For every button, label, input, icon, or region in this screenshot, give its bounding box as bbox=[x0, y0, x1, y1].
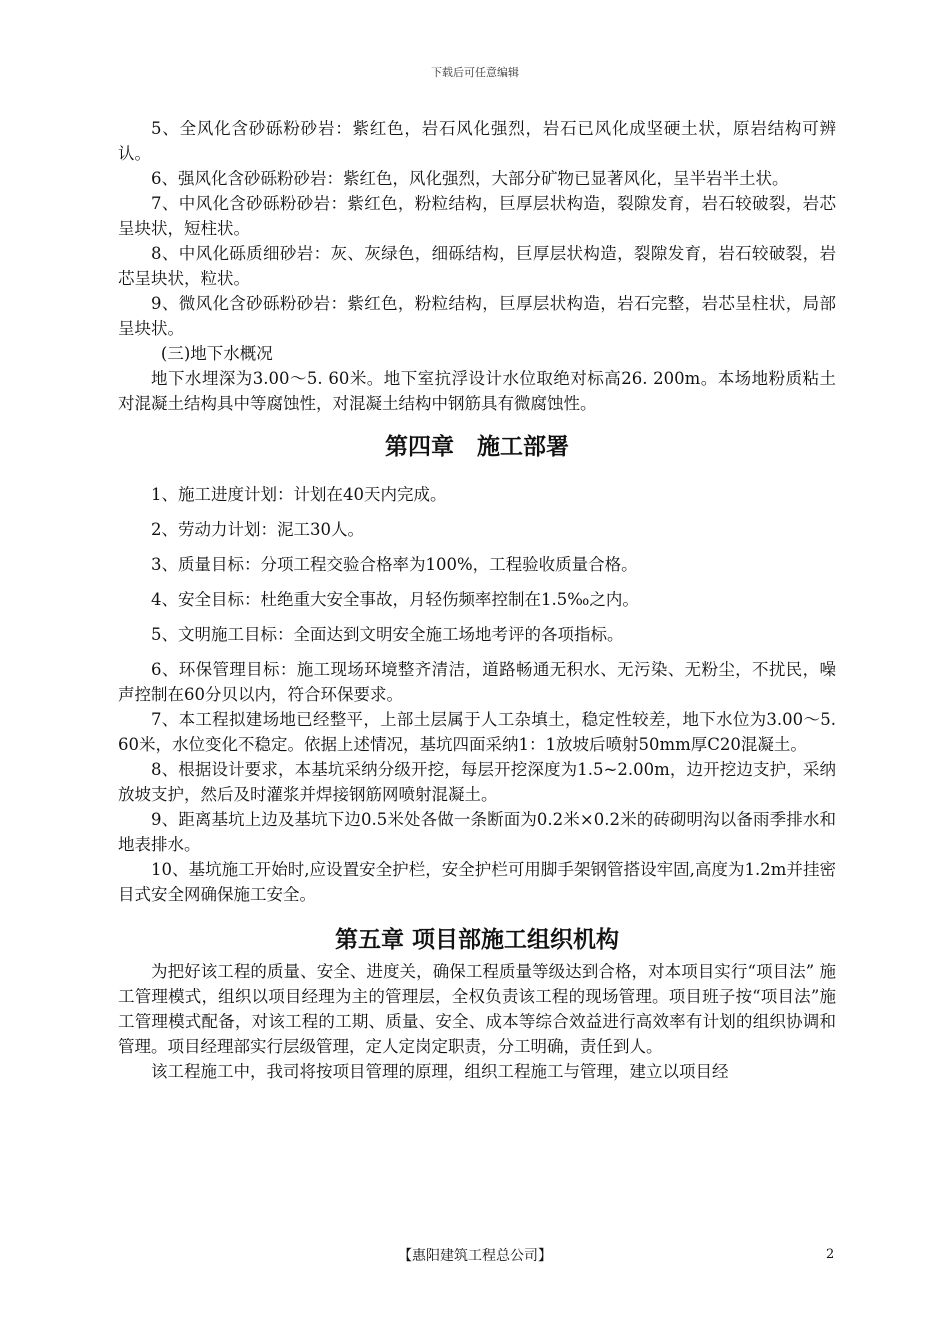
rock-layer-9: 9、微风化含砂砾粉砂岩：紫红色，粉粒结构，巨厚层状构造，岩石完整，岩芯呈柱状，局部呈块状。 bbox=[118, 294, 836, 338]
deployment-item-6: 6、环保管理目标：施工现场环境整齐清洁，道路畅通无积水、无污染、无粉尘，不扰民，噪声控制在60分贝以内，符合环保要求。 bbox=[118, 660, 836, 704]
deployment-item-5: 5、文明施工目标：全面达到文明安全施工场地考评的各项指标。 bbox=[151, 625, 624, 644]
deployment-item-2: 2、劳动力计划：泥工30人。 bbox=[151, 520, 364, 539]
chapter-4-list bbox=[118, 482, 836, 907]
chapter-4-title: 第四章 施工部署 bbox=[385, 433, 569, 460]
deployment-item-9: 9、距离基坑上边及基坑下边0.5米处各做一条断面为0.2米×0.2米的砖砌明沟以备雨季排水和地表排水。 bbox=[118, 810, 836, 854]
deployment-item-10: 10、基坑施工开始时,应设置安全护栏，安全护栏可用脚手架钢管搭设牢固,高度为1.2m并挂密目式安全网确保施工安全。 bbox=[118, 860, 836, 904]
chapter-5-title: 第五章 项目部施工组织机构 bbox=[334, 926, 619, 953]
rock-layer-8: 8、中风化砾质细砂岩：灰、灰绿色，细砾结构，巨厚层状构造，裂隙发育，岩石较破裂，岩芯呈块状，粒状。 bbox=[118, 244, 836, 288]
groundwater-heading: (三)地下水概况 bbox=[160, 344, 273, 363]
rock-layer-6: 6、强风化含砂砾粉砂岩：紫红色，风化强烈，大部分矿物已显著风化，呈半岩半土状。 bbox=[151, 169, 789, 188]
rock-layer-7: 7、中风化含砂砾粉砂岩：紫红色，粉粒结构，巨厚层状构造，裂隙发育，岩石较破裂，岩芯呈块状，短柱状。 bbox=[118, 194, 836, 238]
page-number: 2 bbox=[826, 1247, 835, 1262]
rock-layer-5: 5、全风化含砂砾粉砂岩：紫红色，岩石风化强烈，岩石已风化成坚硬土状，原岩结构可辨认。 bbox=[118, 119, 836, 163]
organization-paragraph-2: 该工程施工中，我司将按项目管理的原理，组织工程施工与管理，建立以项目经 bbox=[151, 1062, 729, 1081]
groundwater-text: 地下水埋深为3.00～5. 60米。地下室抗浮设计水位取绝对标高26. 200m。本场地粉质粘土对混凝土结构具中等腐蚀性，对混凝土结构中钢筋具有微腐蚀性。 bbox=[118, 369, 836, 413]
deployment-item-1: 1、施工进度计划：计划在40天内完成。 bbox=[151, 485, 447, 504]
deployment-item-7: 7、本工程拟建场地已经整平，上部土层属于人工杂填土，稳定性较差，地下水位为3.00～5. 60米，水位变化不稳定。依据上述情况，基坑四面采纳1：1放坡后喷射50mm厚C20混凝土。 bbox=[118, 710, 836, 754]
organization-paragraph-1: 为把好该工程的质量、安全、进度关，确保工程质量等级达到合格，对本项目实行“项目法” 施工管理模式，组织以项目经理为主的管理层，全权负责该工程的现场管理。项目班子按“项目法”施工管理模式配备，对该工程的工期、质量、安全、成本等综合效益进行高效率有计划的组织协调和管理。项目经理部实行层级管理，定人定岗定职责，分工明确，责任到人。 bbox=[118, 962, 836, 1056]
footer-company: 【惠阳建筑工程总公司】 bbox=[398, 1248, 552, 1264]
page-header: 下载后可任意编辑 bbox=[431, 66, 519, 79]
deployment-item-3: 3、质量目标：分项工程交验合格率为100%，工程验收质量合格。 bbox=[151, 555, 638, 574]
deployment-item-4: 4、安全目标：杜绝重大安全事故，月轻伤频率控制在1.5‰之内。 bbox=[151, 590, 639, 609]
document-body bbox=[118, 116, 836, 1084]
deployment-item-8: 8、根据设计要求，本基坑采纳分级开挖，每层开挖深度为1.5~2.00m，边开挖边支护，采纳放坡支护，然后及时灌浆并焊接钢筋网喷射混凝土。 bbox=[118, 760, 836, 804]
